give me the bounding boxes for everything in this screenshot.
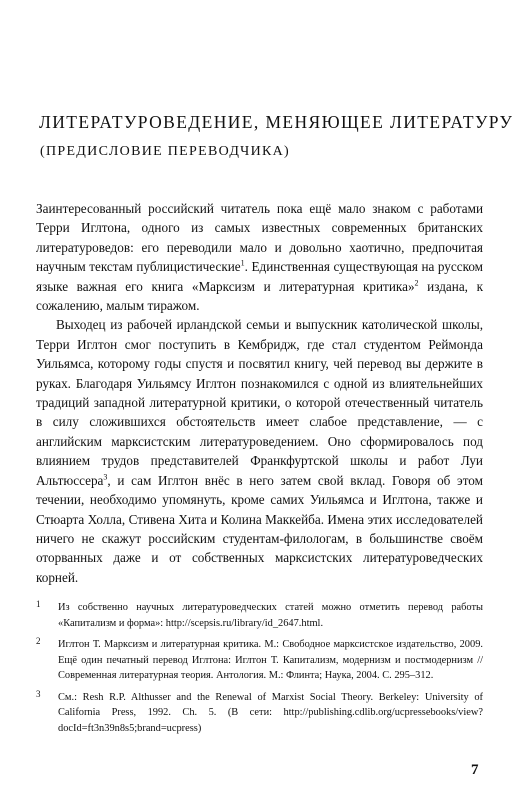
body-text <box>36 199 483 587</box>
footnotes <box>36 600 483 742</box>
footnote-ref-1: 1 <box>240 258 245 268</box>
footnote-text: См.: Resh R.P. Althusser and the Renewal of Marxist Social Theory. Berkeley: University of California Press, 1992. Ch. 5. (В сети: http://publishing.cdlib.org/ucpressebooks/view?docId=ft3n39n8s5;brand=ucpress) <box>58 691 483 734</box>
paragraph-1 <box>36 199 483 315</box>
chapter-subheading: (ПРЕДИСЛОВИЕ ПЕРЕВОДЧИКА) <box>40 144 290 159</box>
footnote-text: Иглтон Т. Марксизм и литературная критика. М.: Свободное марксистское издательство, 2009. Ещё один печатный перевод Иглтона: Иглтон Т. Капитализм, модернизм и постмодернизм // Современная литературная теория. Антология. М.: Флинта; Наука, 2004. С. 295–312. <box>58 639 483 681</box>
paragraph-2-text-b: , и сам Иглтон внёс в него затем свой вклад. Говоря об этом течении, необходимо упомянуть, кроме самих Уильямса и Иглтона, также и Стюарта Холла, Стивена Хита и Колина Маккейба. Имена этих исследователей ничего не скажут российским студентам-филологам, в большинстве своём оторванных даже и от собственных марксистских литературоведческих корней. <box>36 472 483 585</box>
paragraph-2 <box>36 315 483 587</box>
chapter-heading: ЛИТЕРАТУРОВЕДЕНИЕ, МЕНЯЮЩЕЕ ЛИТЕРАТУРУ <box>39 112 514 132</box>
footnote-text: Из собственно научных литературоведческих статей можно отметить перевод работы «Капитализм и форма»: http://scepsis.ru/library/id_2647.html. <box>58 602 483 629</box>
page-number: 7 <box>471 762 479 778</box>
paragraph-1-text-c: издана, к сожалению, малым тиражом. <box>36 278 483 314</box>
paragraph-1-text-b: . Единственная существующая на русском языке важная его книга «Марксизм и литературная критика» <box>36 259 484 294</box>
paragraph-2-text-a: Выходец из рабочей ирландской семьи и выпускник католической школы, Терри Иглтон смог поступить в Кембридж, где стал студентом Реймонда Уильямса, которому годы спустя и посвятил книгу, чей перевод вы держите в руках. Благодаря Уильямсу Иглтон познакомился с одной из влиятельнейших традиций западной литературной критики, о которой отечественный читатель в силу сложившихся обстоятельств имеет слабое представление, — с английским марксистским литературоведением. Оно сформировалось под влиянием трудов представителей Франкфуртской школы и работ Луи Альтюссера <box>36 317 483 488</box>
footnote-ref-3: 3 <box>103 472 108 482</box>
footnote-3 <box>36 690 483 737</box>
footnote-number: 2 <box>36 636 41 646</box>
footnote-1 <box>36 600 483 631</box>
paragraph-1-text-a: Заинтересованный российский читатель пока ещё мало знаком с работами Терри Иглтона, одного из самых известных современных британских литературоведов: его переводили мало и довольно хаотично, предпочитая научным текстам публицистические <box>36 201 483 275</box>
footnote-ref-2: 2 <box>414 278 419 288</box>
footnote-2 <box>36 637 483 684</box>
footnote-number: 1 <box>36 599 41 609</box>
footnote-number: 3 <box>36 688 41 699</box>
